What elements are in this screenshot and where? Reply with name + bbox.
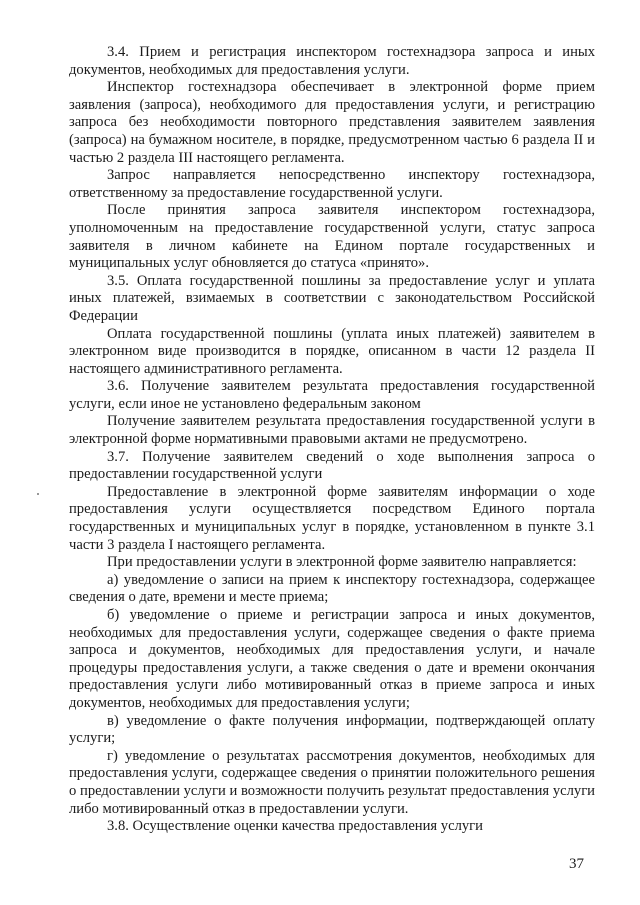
section-3-7-heading: 3.7. Получение заявителем сведений о ходе выполнения запроса о предоставлении государственной услуги — [69, 448, 595, 483]
paragraph-fee-payment: Оплата государственной пошлины (уплата иных платежей) заявителем в электронном виде производится в порядке, описанном в части 12 раздела II настоящего административного регламента. — [69, 325, 595, 377]
document-body — [69, 44, 595, 836]
paragraph-status-update: После принятия запроса заявителя инспектором гостехнадзора, уполномоченным на предоставление государственной услуги, статус запроса заявителя в личном кабинете на Едином портале государственных и муниципальных услуг обновляется до статуса «принято». — [69, 202, 595, 272]
scan-speck — [37, 493, 39, 495]
paragraph-result-receipt: Получение заявителем результата предоставления государственной услуги в электронной форме нормативными правовыми актами не предусмотрено. — [69, 413, 595, 448]
list-item-b: б) уведомление о приеме и регистрации запроса и иных документов, необходимых для предоставления услуги, содержащее сведения о факте приема запроса и документов, необходимых для предоставления услуги, и начале процедуры предоставления услуги, а также сведения о дате и времени окончания предоставления услуги либо мотивированный отказ в приеме запроса и иных документов, необходимых для предоставления услуги; — [69, 607, 595, 711]
list-item-v: в) уведомление о факте получения информации, подтверждающей оплату услуги; — [69, 712, 595, 747]
section-3-4-heading: 3.4. Прием и регистрация инспектором гостехнадзора запроса и иных документов, необходимых для предоставления услуги. — [69, 44, 595, 78]
paragraph-inspector-reception: Инспектор гостехнадзора обеспечивает в электронной форме прием заявления (запроса), необходимого для предоставления услуги, и регистрацию запроса без необходимости повторного представления заявителем заявления (запроса) на бумажном носителе, в порядке, предусмотренном частью 6 раздела II и частью 2 раздела III настоящего регламента. — [69, 79, 595, 166]
section-3-8-heading: 3.8. Осуществление оценки качества предоставления услуги — [107, 818, 483, 835]
paragraph-progress-info: Предоставление в электронной форме заявителям информации о ходе предоставления услуги осуществляется посредством Единого портала государственных и муниципальных услуг в порядке, установленном в пункте 3.1 части 3 раздела I настоящего регламента. — [69, 483, 595, 553]
list-item-a: а) уведомление о записи на прием к инспектору гостехнадзора, содержащее сведения о дате, времени и месте приема; — [69, 571, 595, 606]
paragraph-request-routing: Запрос направляется непосредственно инспектору гостехнадзора, ответственному за предоставление государственной услуги. — [69, 167, 595, 201]
paragraph-notifications-intro: При предоставлении услуги в электронной форме заявителю направляется: — [107, 554, 577, 571]
section-3-6-heading: 3.6. Получение заявителем результата предоставления государственной услуги, если иное не установлено федеральным законом — [69, 378, 595, 412]
page-number: 37 — [569, 856, 584, 872]
section-3-5-heading: 3.5. Оплата государственной пошлины за предоставление услуг и уплата иных платежей, взимаемых в соответствии с законодательством Российской Федерации — [69, 272, 595, 324]
list-item-g: г) уведомление о результатах рассмотрения документов, необходимых для предоставления услуги, содержащее сведения о принятии положительного решения о предоставлении услуги и возможности получить результат предоставления услуги либо мотивированный отказ в предоставлении услуги. — [69, 747, 595, 817]
